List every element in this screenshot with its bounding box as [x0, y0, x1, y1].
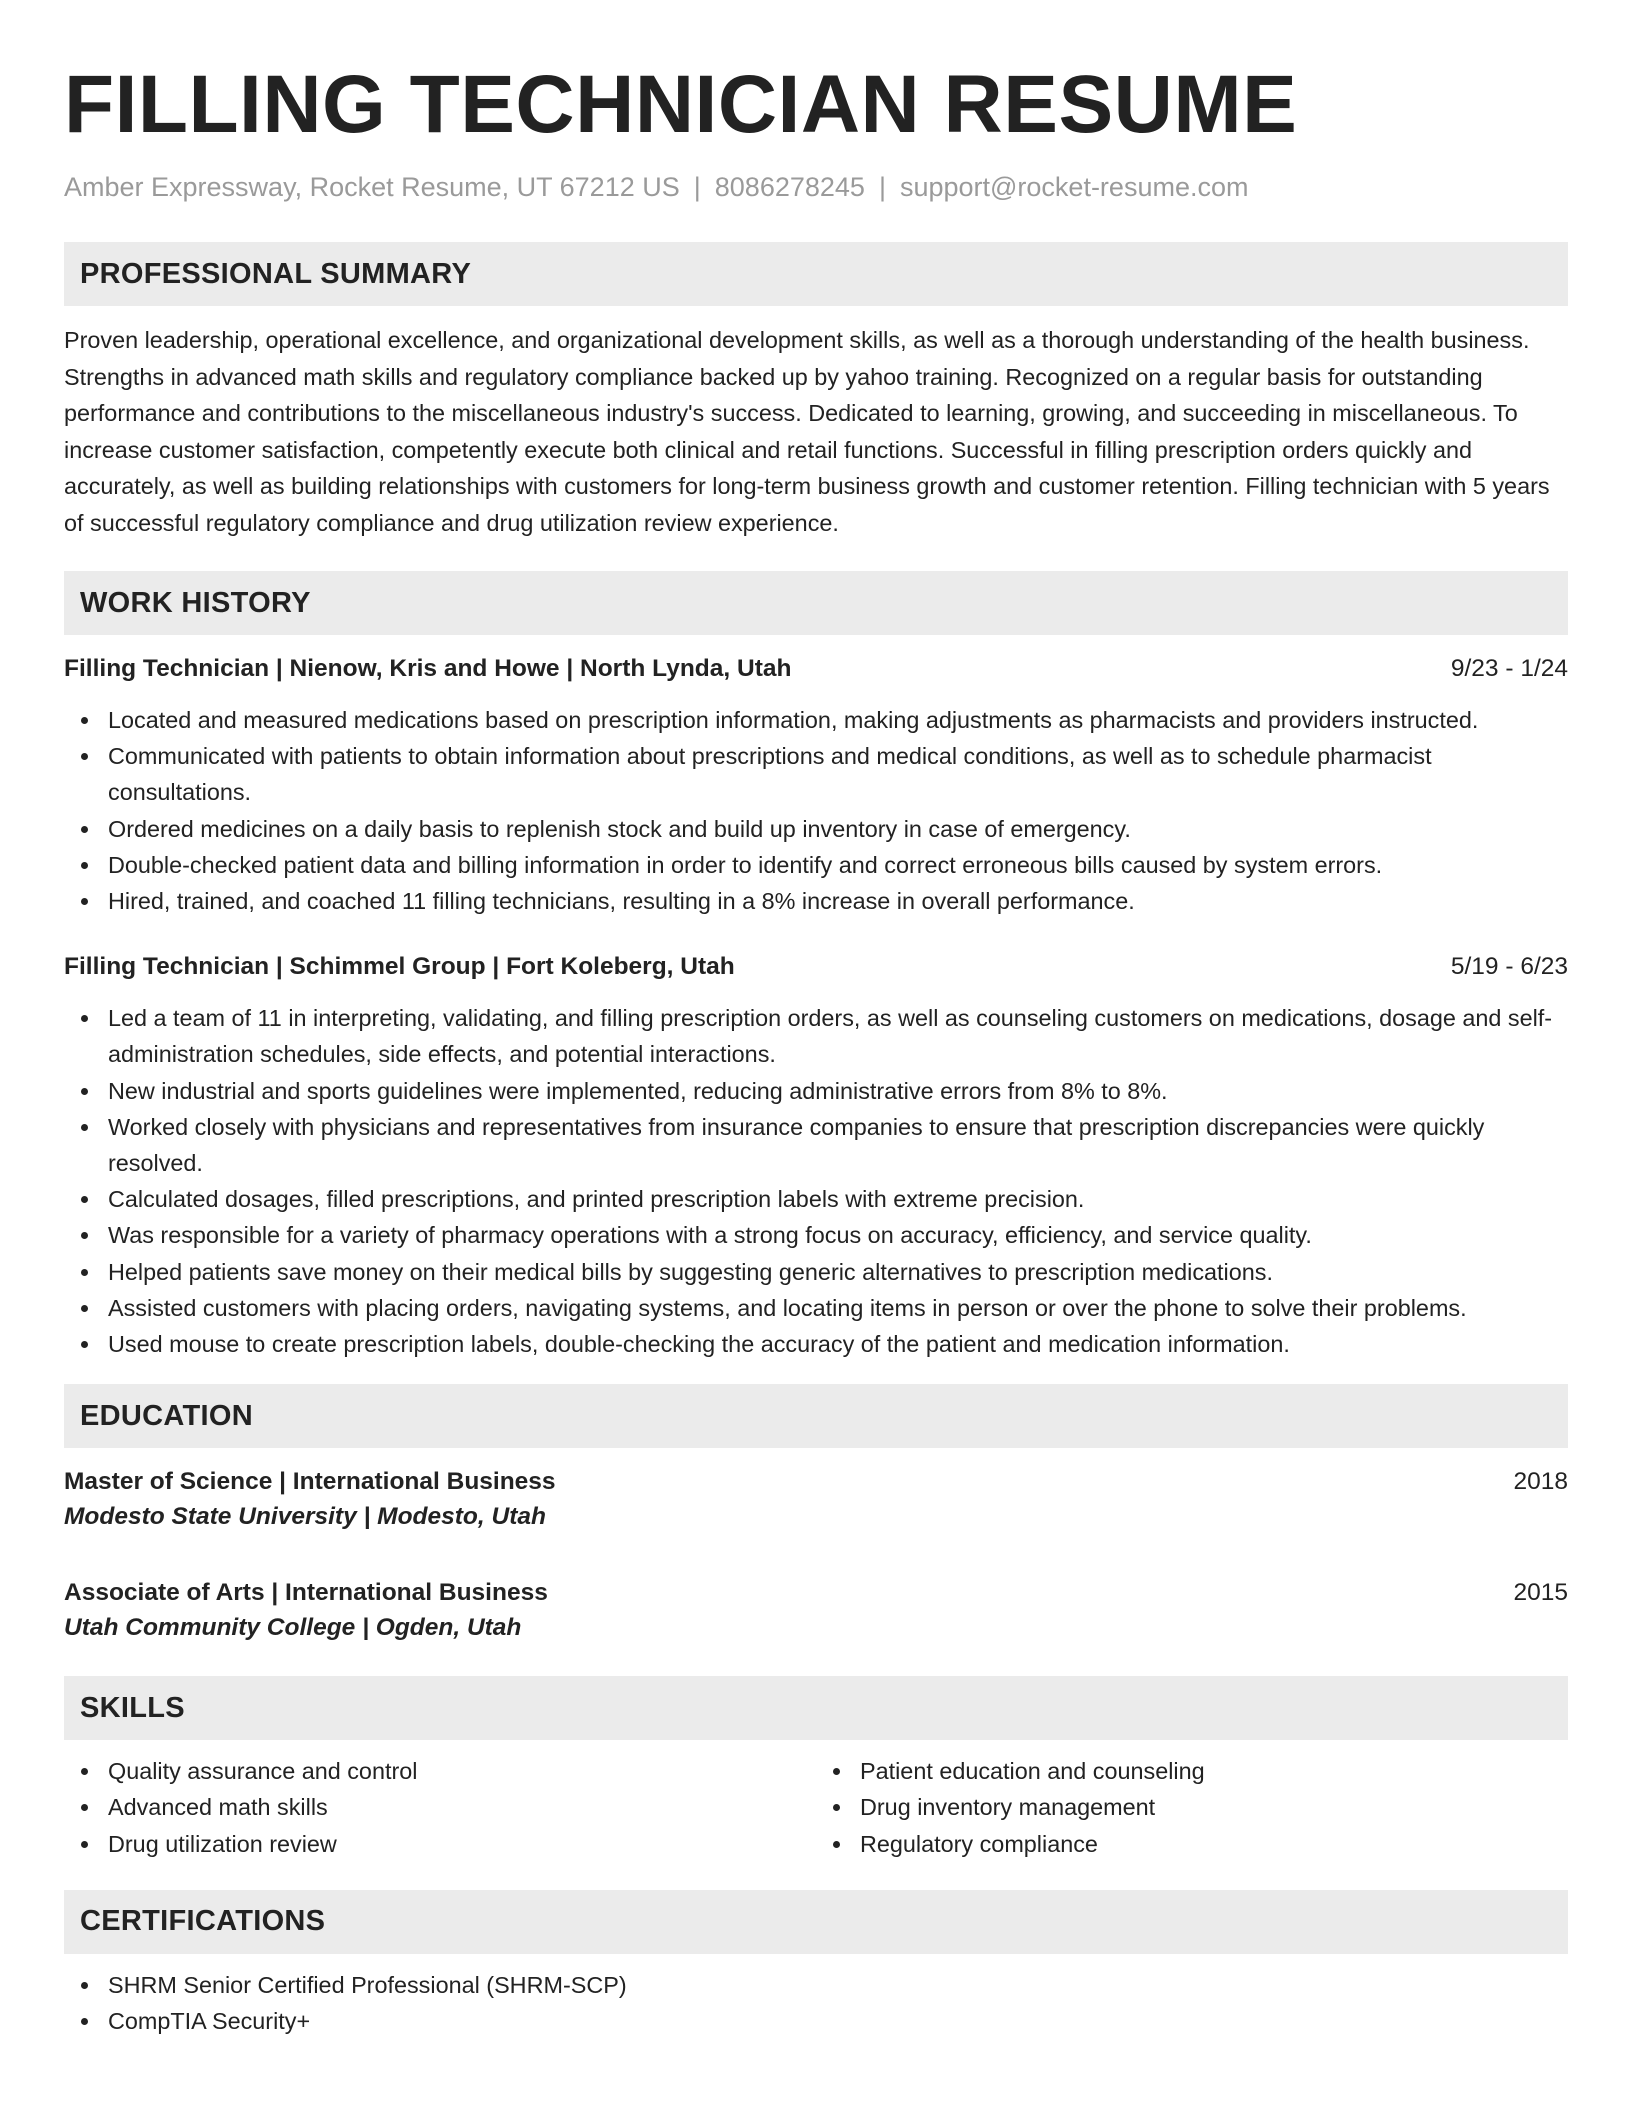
education-degree: Master of Science | International Business: [64, 1468, 556, 1496]
job-entry: [64, 652, 1568, 919]
education-school: Utah Community College | Ogden, Utah: [64, 1614, 522, 1642]
list-item: Helped patients save money on their medical bills by suggesting generic alternatives to prescription medications.: [108, 1254, 1568, 1290]
job-title: Filling Technician | Nienow, Kris and Howe | North Lynda, Utah: [64, 655, 792, 682]
job-bullet-list: [64, 702, 1568, 919]
job-bullet-list: [64, 1000, 1568, 1362]
contact-address: Amber Expressway, Rocket Resume, UT 67212 US: [64, 172, 680, 202]
contact-separator: |: [693, 172, 701, 202]
contact-email: support@rocket-resume.com: [899, 172, 1249, 202]
education-degree: Associate of Arts | International Business: [64, 1579, 548, 1607]
list-item: Was responsible for a variety of pharmacy operations with a strong focus on accuracy, efficiency, and service quality.: [108, 1217, 1568, 1253]
list-item: Hired, trained, and coached 11 filling technicians, resulting in a 8% increase in overall performance.: [108, 883, 1568, 919]
list-item: Patient education and counseling: [860, 1753, 1568, 1789]
education-entry: [64, 1576, 1568, 1646]
education-date: 2015: [1513, 1579, 1568, 1607]
section-header-work-history: WORK HISTORY: [64, 571, 1568, 635]
certifications-list: [64, 1967, 1568, 2039]
list-item: Regulatory compliance: [860, 1826, 1568, 1862]
skills-list-left: [64, 1753, 816, 1862]
contact-line: [64, 170, 1568, 204]
job-entry: [64, 950, 1568, 1362]
section-header-skills: SKILLS: [64, 1676, 1568, 1740]
list-item: Double-checked patient data and billing information in order to identify and correct erroneous bills caused by system errors.: [108, 847, 1568, 883]
section-header-education: EDUCATION: [64, 1384, 1568, 1448]
education-header: [64, 1576, 1568, 1610]
contact-phone: 8086278245: [714, 172, 865, 202]
job-header: [64, 652, 1568, 686]
list-item: Quality assurance and control: [108, 1753, 816, 1789]
education-school: Modesto State University | Modesto, Utah: [64, 1503, 546, 1531]
resume-page: [64, 0, 1568, 2039]
skills-list-right: [816, 1753, 1568, 1862]
list-item: Located and measured medications based on prescription information, making adjustments as pharmacists and providers instructed.: [108, 702, 1568, 738]
list-item: Worked closely with physicians and representatives from insurance companies to ensure that prescription discrepancies were quickly resolved.: [108, 1109, 1568, 1181]
contact-separator: |: [878, 172, 886, 202]
list-item: New industrial and sports guidelines were implemented, reducing administrative errors from 8% to 8%.: [108, 1073, 1568, 1109]
skills-grid: [64, 1753, 1568, 1862]
list-item: Ordered medicines on a daily basis to replenish stock and build up inventory in case of emergency.: [108, 811, 1568, 847]
list-item: Drug utilization review: [108, 1826, 816, 1862]
list-item: Calculated dosages, filled prescriptions, and printed prescription labels with extreme precision.: [108, 1181, 1568, 1217]
list-item: Assisted customers with placing orders, navigating systems, and locating items in person or over the phone to solve their problems.: [108, 1290, 1568, 1326]
job-date: 9/23 - 1/24: [1450, 655, 1568, 682]
list-item: Advanced math skills: [108, 1789, 816, 1825]
summary-text: Proven leadership, operational excellence, and organizational development skills, as well as a thorough understanding of the health business. Strengths in advanced math skills and regulatory compliance backed up by yahoo training. Recognized on a regular basis for outstanding performance and contributions to the miscellaneous industry's success. Dedicated to learning, growing, and succeeding in miscellaneous. To increase customer satisfaction, competently execute both clinical and retail functions. Successful in filling prescription orders quickly and accurately, as well as building relationships with customers for long-term business growth and customer retention. Filling technician with 5 years of successful regulatory compliance and drug utilization review experience.: [64, 327, 1550, 536]
section-header-certifications: CERTIFICATIONS: [64, 1890, 1568, 1954]
list-item: Used mouse to create prescription labels, double-checking the accuracy of the patient and medication information.: [108, 1326, 1568, 1362]
job-header: [64, 950, 1568, 984]
education-date: 2018: [1513, 1468, 1568, 1496]
list-item: Led a team of 11 in interpreting, validating, and filling prescription orders, as well as counseling customers on medications, dosage and self-administration schedules, side effects, and potential interactions.: [108, 1000, 1568, 1072]
job-date: 5/19 - 6/23: [1450, 953, 1568, 981]
job-title: Filling Technician | Schimmel Group | Fort Koleberg, Utah: [64, 953, 735, 981]
education-header: [64, 1465, 1568, 1499]
education-entry: [64, 1465, 1568, 1535]
list-item: Drug inventory management: [860, 1789, 1568, 1825]
list-item: Communicated with patients to obtain information about prescriptions and medical conditions, as well as to schedule pharmacist consultations.: [108, 738, 1568, 810]
list-item: CompTIA Security+: [108, 2003, 1568, 2039]
section-header-summary: PROFESSIONAL SUMMARY: [64, 242, 1568, 306]
resume-title: FILLING TECHNICIAN RESUME: [64, 59, 1298, 150]
list-item: SHRM Senior Certified Professional (SHRM-SCP): [108, 1967, 1568, 2003]
